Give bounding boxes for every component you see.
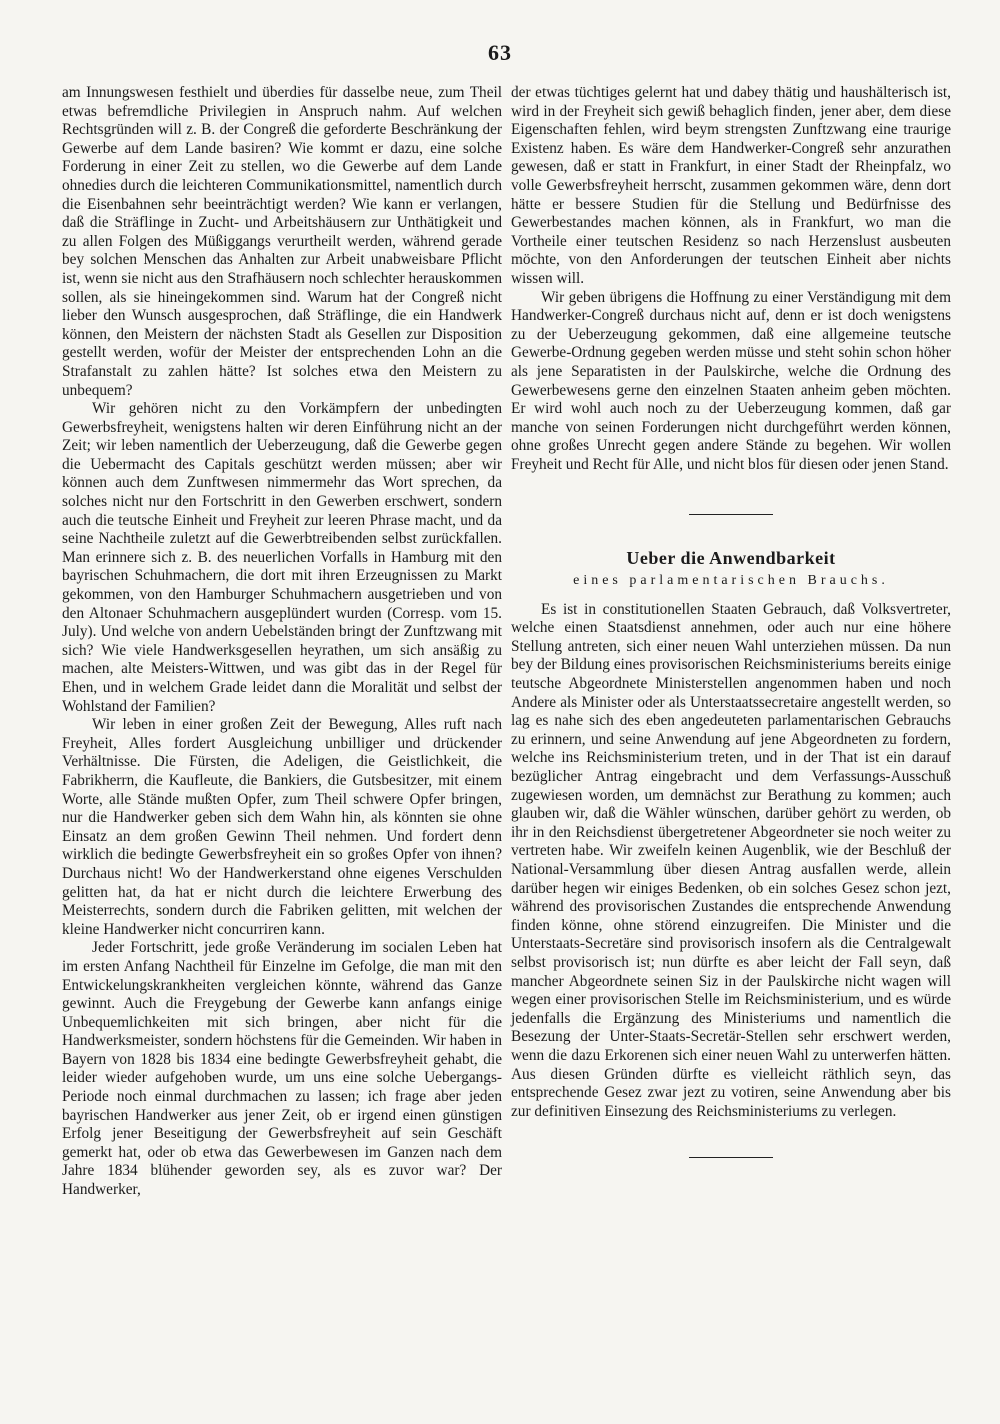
section-divider xyxy=(689,514,773,515)
end-divider xyxy=(689,1157,773,1158)
paragraph: Es ist in constitutionellen Staaten Gebrauch, daß Volksvertreter, welche einen Staatsdienst annehmen, oder auch nur eine höhere Stellung antreten, sich einer neuen Wahl unterziehen müssen. Da nun bey der Bildung eines provisorischen Reichsministeriums bereits einige teutsche Abgeordnete Ministerstellen angenommen haben und noch Andere als Minister oder als Unterstaatssecretaire angestellt werden, so lag es nahe sich des eben angedeuteten parlamentarischen Gebrauchs zu erinnern, und seine Anwendung auf jene Abgeordneten zu fordern, welche ins Reichsministerium treten, und in der That ist ein darauf bezüglicher Antrag eingebracht und dem Verfassungs-Ausschuß zugewiesen worden, um demnächst zur Berathung zu kommen; auch glauben wir, daß die Wähler wünschen, darüber gehört zu werden, ob ihr in den Reichsdienst übergetretener Abgeordneter sie noch weiter zu vertreten habe. Wir zweifeln keinen Augenblik, wie der Beschluß der National-Versammlung über diesen Antrag ausfallen werde, allein darüber hegen wir einiges Bedenken, ob ein solches Gesez schon jezt, während des provisorischen Zustandes die entsprechende Anwendung finden könne, ohne störend einzugreifen. Die Minister und die Unterstaats-Secretäre sind provisorisch insofern als die Centralgewalt selbst provisorisch ist; nun dürfte es aber leicht der Fall seyn, daß mancher Abgeordnete seinen Siz in der Paulskirche nicht wagen will wegen einer provisorischen Stelle im Reichsministerium, und es würde jedenfalls die Ergänzung des Ministeriums und namentlich die Besezung der Unter-Staats-Secretär-Stellen sehr erschwert werden, wenn die dazu Erkorenen sich einer neuen Wahl zu unterwerfen hätten. Aus diesen Gründen dürfte es vielleicht räthlich seyn, das entsprechende Gesez zwar jezt zu votiren, seine Anwendung aber bis zur definitiven Einsezung des Reichsministeriums zu verlegen. xyxy=(511,600,951,1120)
paragraph: Wir leben in einer großen Zeit der Bewegung, Alles ruft nach Freyheit, Alles fordert Ausgleichung unbilliger und drückender Verhältnisse. Die Fürsten, die Adeligen, die Geistlichkeit, die Fabrikherrn, die Kaufleute, die Bankiers, die Gutsbesitzer, mit einem Worte, alle Stände mußten Opfer, zum Theil schwere Opfer bringen, nur die Handwerker geben sich dem Wahn hin, als könnten sie ohne Einsatz an dem großen Gewinn Theil nehmen. Und fordert denn wirklich die bedingte Gewerbsfreyheit ein so großes Opfer von ihnen? Durchaus nicht! Wo der Handwerkerstand ohne eigenes Verschulden gelitten hat, da hat er nicht durch die leichtere Erwerbung des Meisterrechts, sondern durch die Fabriken gelitten, mit welchen der kleine Handwerker nicht concurriren kann. xyxy=(62,716,502,938)
article-subtitle: eines parlamentarischen Brauchs. xyxy=(573,573,889,589)
left-column xyxy=(62,84,502,1200)
right-column xyxy=(511,84,951,1158)
paragraph: Wir geben übrigens die Hoffnung zu einer Verständigung mit dem Handwerker-Congreß durchaus nicht auf, denn er ist doch wenigstens zu der Ueberzeugung gekommen, daß eine allgemeine teutsche Gewerbe-Ordnung gegeben werden müsse und steht sohin schon höher als jene Separatisten in der Paulskirche, welche die Ordnung des Gewerbewesens gerne den einzelnen Staaten anheim geben möchten. Er wird wohl auch noch zu der Ueberzeugung kommen, daß gar manche von seinen Forderungen nicht durchgeführt werden können, ohne großes Unrecht gegen andere Stände zu begehen. Wir wollen Freyheit und Recht für Alle, und nicht blos für diesen oder jenen Stand. xyxy=(511,288,951,473)
paragraph: Wir gehören nicht zu den Vorkämpfern der unbedingten Gewerbsfreyheit, wenigstens halten wir deren Einführung nicht an der Zeit; wir leben namentlich der Ueberzeugung, daß die Gewerbe gegen die Uebermacht des Capitals geschützt werden müssen; aber wir können auch dem Zunftwesen nimmermehr das Wort sprechen, da solches nicht nur den Fortschritt in den Gewerben erschwert, sondern auch die teutsche Einheit und Freyheit zur leeren Phrase macht, und da seine Nachtheile zuletzt auf die Gewerbtreibenden selbst zurückfallen. Man erinnere sich z. B. des neuerlichen Vorfalls in Hamburg mit den bayrischen Schuhmachern, die dort mit ihren Erzeugnissen zu Markt gekommen, von den Hamburger Schuhmachern ausgetrieben und von den Altonaer Schuhmachern ausgeplündert wurden (Corresp. vom 15. July). Und welche von andern Uebelständen bringt der Zunftzwang mit sich? Wie viele Handwerksgesellen heyrathen, um sich ansäßig zu machen, alte Meisters-Wittwen, und was gibt das in der Regel für Ehen, und in welchem Grade leidet dann die Moralität und selbst der Wohlstand der Familien? xyxy=(62,400,502,715)
paragraph: Jeder Fortschritt, jede große Veränderung im socialen Leben hat im ersten Anfang Nachtheil für Einzelne im Gefolge, die man mit den Entwickelungskrankheiten vergleichen könnte, während das Ganze gewinnt. Auch die Freygebung der Gewerbe kann anfangs einige Unbequemlichkeiten mit sich bringen, aber nicht für die Handwerksmeister, sondern höchstens für die Gemeinden. Wir haben in Bayern von 1828 bis 1834 eine bedingte Gewerbsfreyheit gehabt, die leider wieder aufgehoben wurde, um uns eine solche Uebergangs-Periode noch einmal durchmachen zu lassen; ich frage aber jeden bayrischen Handwerker aus jener Zeit, ob er irgend einen günstigen Erfolg jener Beseitigung der Gewerbsfreyheit auf sein Geschäft gemerkt hat, oder ob etwa das Gewerbewesen im Ganzen nach dem Jahre 1834 blühender geworden sey, als es zuvor war? Der Handwerker, xyxy=(62,939,502,1199)
article-title: Ueber die Anwendbarkeit xyxy=(626,548,836,569)
page-number: 63 xyxy=(488,40,512,65)
paragraph: am Innungswesen festhielt und überdies für dasselbe neue, zum Theil etwas befremdliche Privilegien in Anspruch nahm. Auf welchen Rechtsgründen will z. B. der Congreß die geforderte Beschränkung der Gewerbe auf dem Lande basiren? Wie kommt er dazu, eine solche Forderung in einer Zeit zu stellen, wo die Gewerbe auf dem Lande ohnedies durch die leichteren Communikationsmittel, namentlich durch die Eisenbahnen sehr beeinträchtigt werden? Wie kann er verlangen, daß die Sträflinge in Zucht- und Arbeitshäusern zur Unthätigkeit und zu allen Folgen des Müßiggangs verurtheilt werden, während gerade bey solchen Menschen das Anhalten zur Arbeit unabweisbare Pflicht ist, wenn sie nicht aus den Strafhäusern noch schlechter herauskommen sollen, als sie hineingekommen sind. Warum hat der Congreß nicht lieber den Wunsch ausgesprochen, daß Sträflinge, die ein Handwerk können, den Meistern der nächsten Stadt als Gesellen zur Disposition gestellt werden, wofür der Meister der entsprechenden Lohn an die Strafanstalt zu zahlen hätte? Ist solches etwa den Meistern zu unbequem? xyxy=(62,84,502,399)
paragraph: der etwas tüchtiges gelernt hat und dabey thätig und haushälterisch ist, wird in der Freyheit sich gewiß behaglich finden, jener aber, dem diese Eigenschaften fehlen, wird beym strengsten Zunftzwang eine traurige Existenz haben. Es wäre dem Handwerker-Congreß sehr anzurathen gewesen, daß er statt in Frankfurt, in einer Stadt der Rheinpfalz, wo volle Gewerbsfreyheit herrscht, zusammen gekommen wäre, denn dort hätte er bessere Studien für die Stellung und Bedürfnisse des Gewerbestandes machen können, als in Frankfurt, wo man die Vortheile einer teutschen Residenz so nach Herzenslust ausbeuten möchte, von den Anforderungen der teutschen Einheit aber nichts wissen will. xyxy=(511,84,951,287)
